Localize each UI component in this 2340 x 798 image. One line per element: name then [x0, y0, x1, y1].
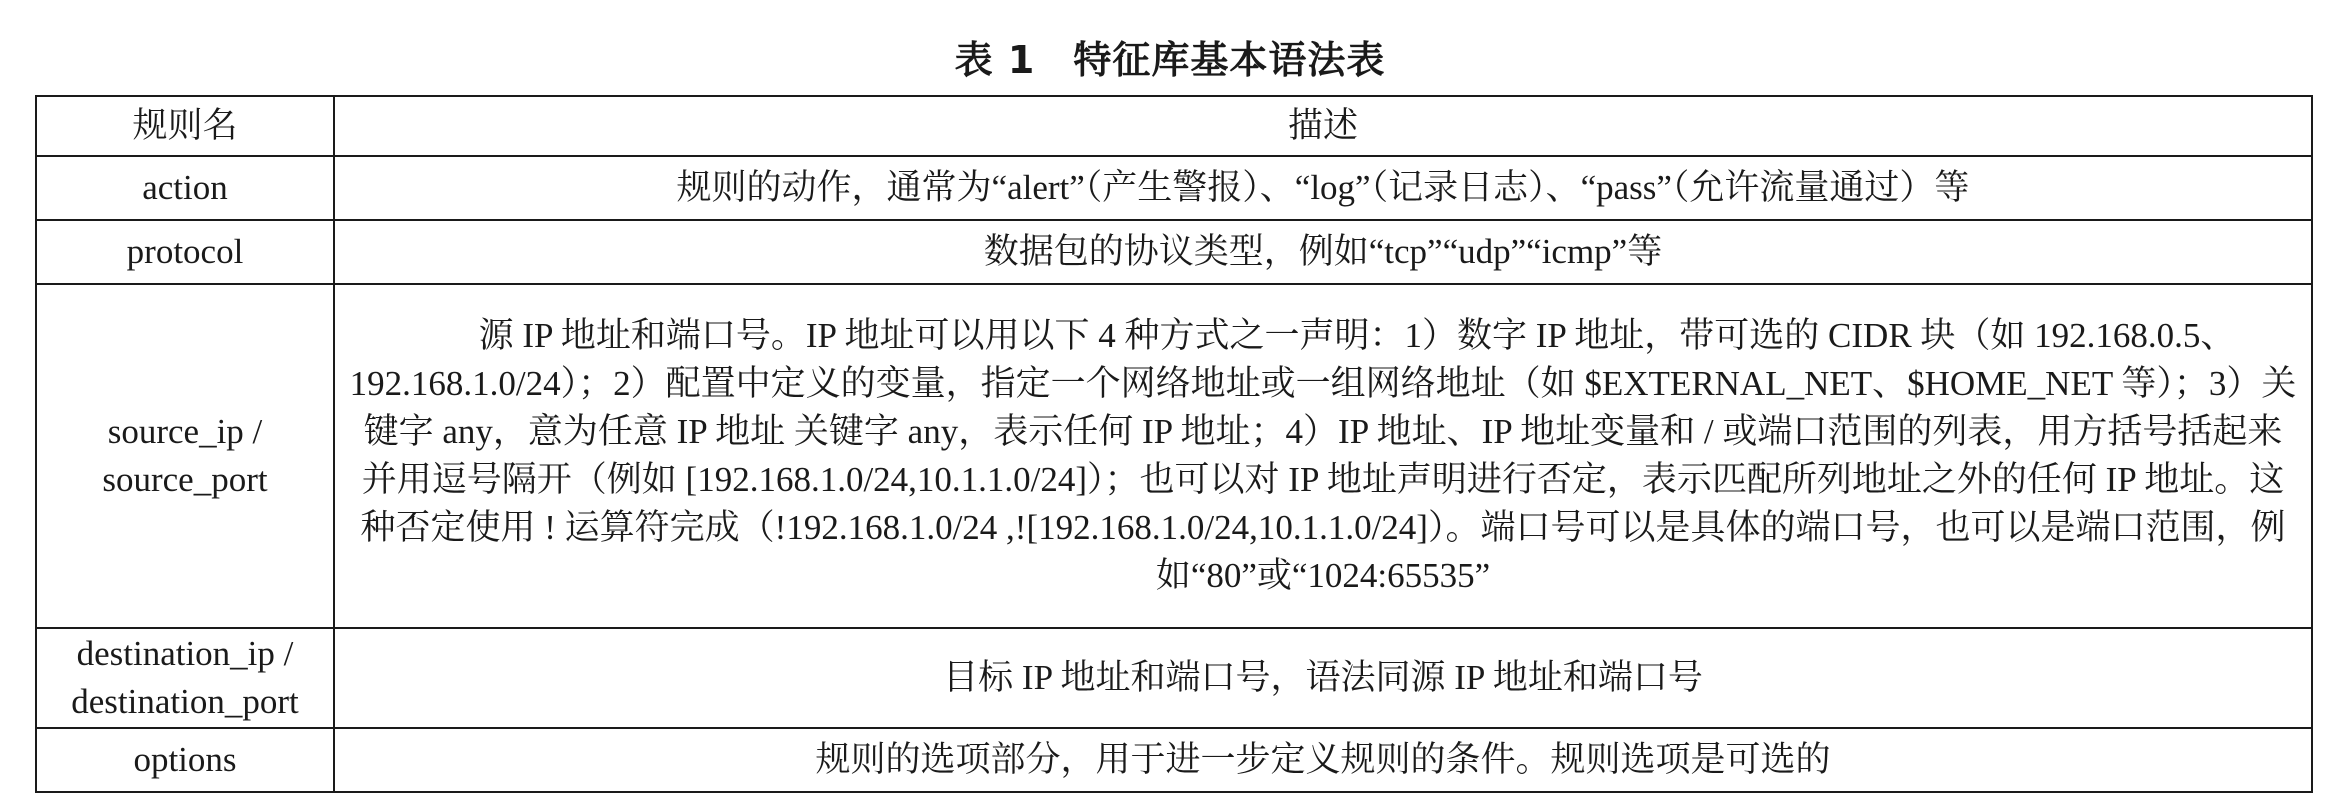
rule-description-cell: 源 IP 地址和端口号。IP 地址可以用以下 4 种方式之一声明：1）数字 IP 地址，带可选的 CIDR 块（如 192.168.0.5、192.168.1.0/24）；2）配置中定义的变量，指定一个网络地址或一组网络地址（如 $EXTERNAL_NET、$HOME_NET 等）；3）关键字 any，意为任意 IP 地址 关键字 any，表示任何 IP 地址；4）IP 地址、IP 地址变量和 / 或端口范围的列表，用方括号括起来并用逗号隔开（例如 [192.168.1.0/24,10.1.1.0/24]）；也可以对 IP 地址声明进行否定，表示匹配所列地址之外的任何 IP 地址。这种否定使用 ! 运算符完成（!192.168.1.0/24 ,![192.168.1.0/24,10.1.1.0/24]）。端口号可以是具体的端口号，也可以是端口范围，例如“80”或“1024:65535”: [334, 284, 2312, 628]
rule-name-cell: [36, 284, 334, 628]
table-title: 特征库基本语法表: [1073, 38, 1386, 82]
rule-name-line: destination_port: [71, 682, 299, 721]
rule-name-line: destination_ip /: [76, 634, 294, 673]
rule-description-cell: 数据包的协议类型，例如“tcp”“udp”“icmp”等: [334, 220, 2312, 284]
grammar-table: [35, 95, 2313, 793]
table-row: [36, 728, 2312, 792]
table-header-row: [36, 96, 2312, 156]
rule-name-line: source_ip /: [107, 412, 263, 451]
table-row: [36, 156, 2312, 220]
rule-name-cell: protocol: [36, 220, 334, 284]
table-row: [36, 628, 2312, 728]
table-row: [36, 284, 2312, 628]
rule-name-cell: [36, 628, 334, 728]
rule-description-cell: 规则的动作，通常为“alert”（产生警报）、“log”（记录日志）、“pass”（允许流量通过）等: [334, 156, 2312, 220]
table-caption: [0, 30, 2340, 90]
rule-description-cell: 目标 IP 地址和端口号，语法同源 IP 地址和端口号: [334, 628, 2312, 728]
rule-name-cell: action: [36, 156, 334, 220]
rule-name-cell: options: [36, 728, 334, 792]
table-row: [36, 220, 2312, 284]
header-description: 描述: [334, 96, 2312, 156]
header-rule-name: 规则名: [36, 96, 334, 156]
rule-name-line: source_port: [102, 460, 268, 499]
table-number: 表 1: [954, 38, 1036, 82]
rule-description-cell: 规则的选项部分，用于进一步定义规则的条件。规则选项是可选的: [334, 728, 2312, 792]
